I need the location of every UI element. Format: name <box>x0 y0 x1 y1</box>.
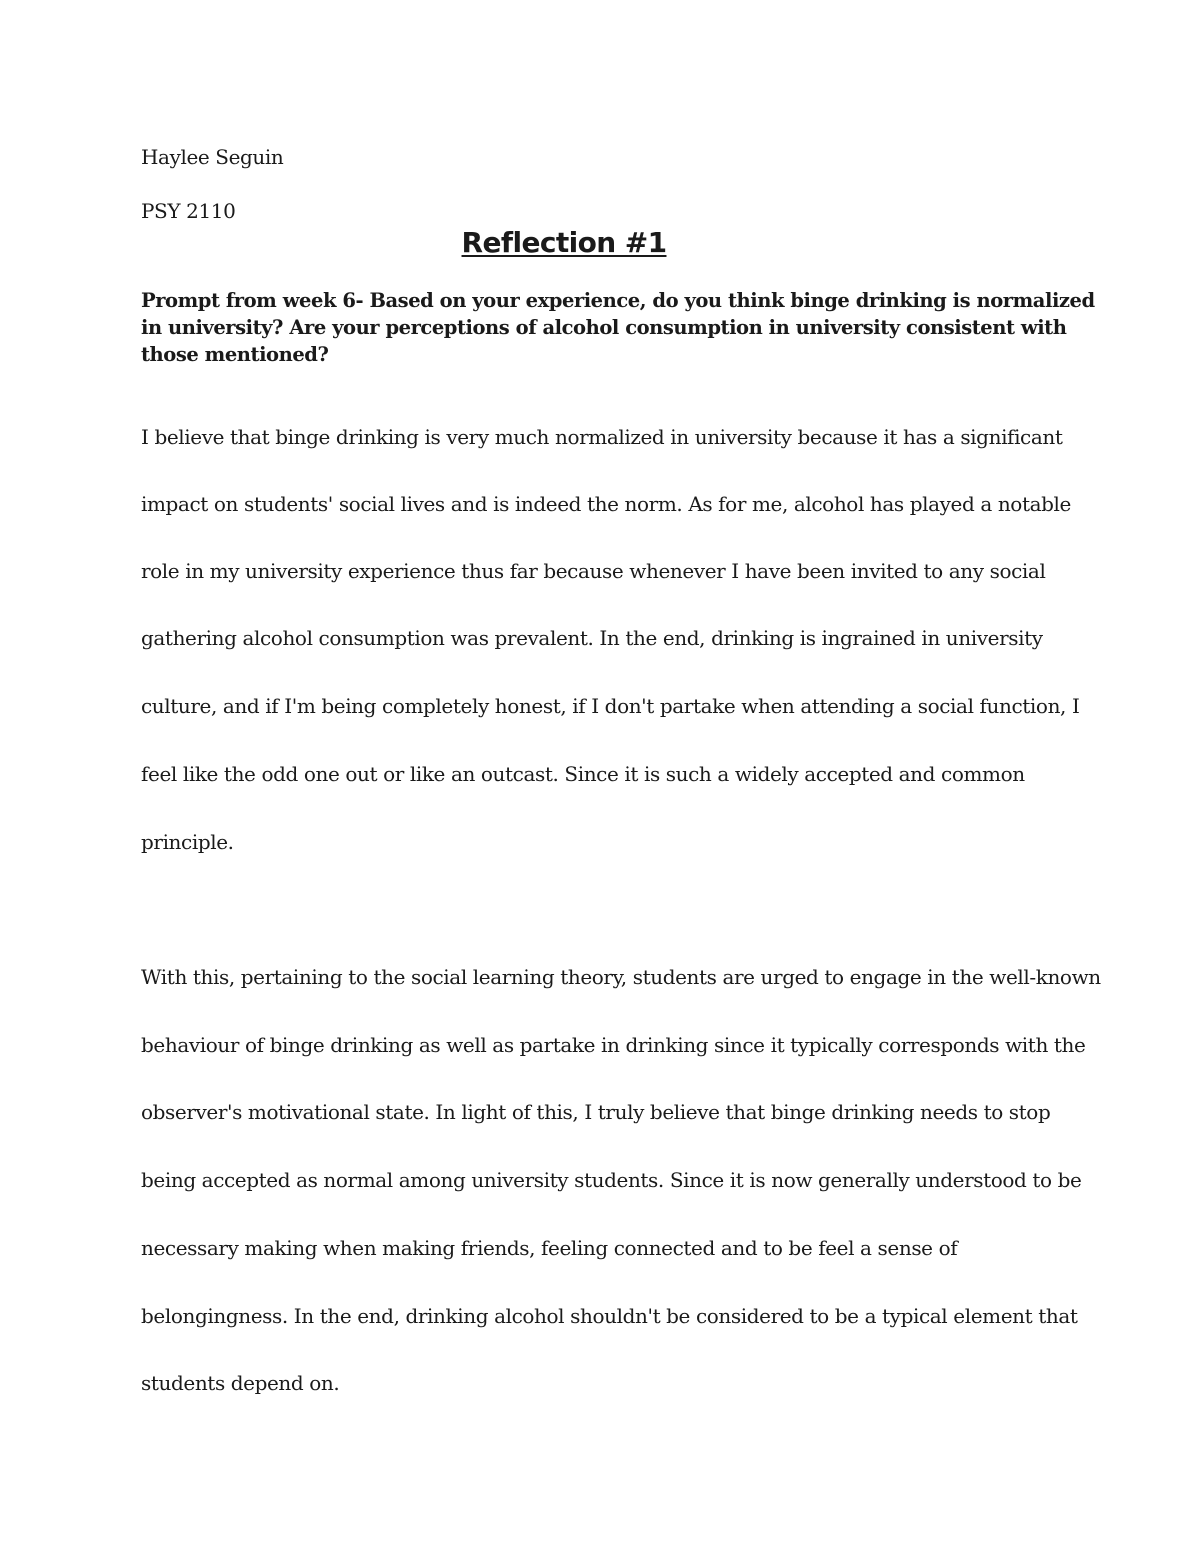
paragraph-line: gathering alcohol consumption was prevalent. In the end, drinking is ingrained in university <box>141 626 1043 650</box>
paragraph-line: role in my university experience thus far because whenever I have been invited to any social <box>141 559 1046 583</box>
paragraph-line: principle. <box>141 830 234 854</box>
prompt-line: those mentioned? <box>141 343 329 366</box>
paragraph-line: feel like the odd one out or like an outcast. Since it is such a widely accepted and common <box>141 762 1025 786</box>
document-title: Reflection #1 <box>461 226 667 259</box>
paragraph-line: belongingness. In the end, drinking alcohol shouldn't be considered to be a typical element that <box>141 1304 1078 1328</box>
prompt-line: in university? Are your perceptions of alcohol consumption in university consistent with <box>141 316 1067 339</box>
paragraph-line: observer's motivational state. In light of this, I truly believe that binge drinking needs to stop <box>141 1100 1051 1124</box>
author-name: Haylee Seguin <box>141 145 284 169</box>
course-code: PSY 2110 <box>141 199 236 223</box>
paragraph-line: culture, and if I'm being completely honest, if I don't partake when attending a social function, I <box>141 694 1080 718</box>
paragraph-line: being accepted as normal among university students. Since it is now generally understood to be <box>141 1168 1082 1192</box>
paragraph-line: behaviour of binge drinking as well as partake in drinking since it typically corresponds with the <box>141 1033 1086 1057</box>
paragraph-line: students depend on. <box>141 1371 340 1395</box>
prompt-line: Prompt from week 6- Based on your experience, do you think binge drinking is normalized <box>141 289 1095 312</box>
paragraph-line: impact on students' social lives and is indeed the norm. As for me, alcohol has played a notable <box>141 492 1071 516</box>
paragraph-line: I believe that binge drinking is very much normalized in university because it has a significant <box>141 425 1063 449</box>
paragraph-line: With this, pertaining to the social learning theory, students are urged to engage in the well-known <box>141 965 1101 989</box>
paragraph-line: necessary making when making friends, feeling connected and to be feel a sense of <box>141 1236 958 1260</box>
